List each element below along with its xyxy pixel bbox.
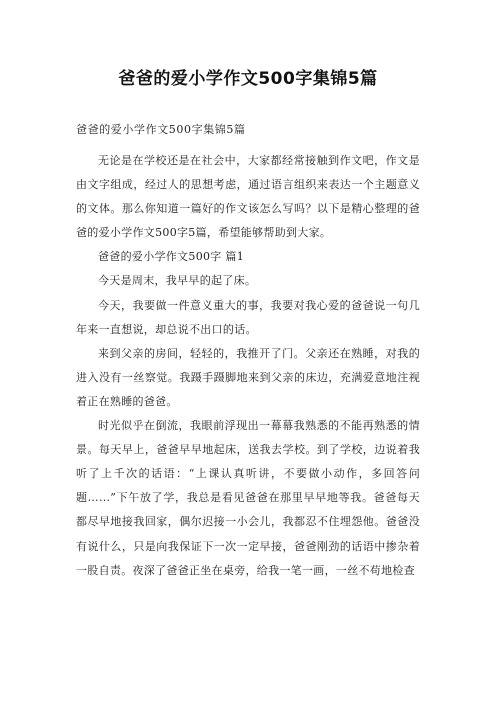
body-paragraph: 时光似乎在倒流，我眼前浮现出一幕幕我熟悉的不能再熟悉的情景。每天早上，爸爸早早地起床，送我去学校。到了学校，边说着我听了上千次的话语：“上课认真听讲，不要做小动作，多回答问题……”下午放了学，我总是看见爸爸在那里早早地等我。爸爸每天都尽早地接我回家，偶尔迟接一小会儿，我都忍不住埋怨他。爸爸没有说什么，只是向我保证下一次一定早接，爸爸刚劲的话语中掺杂着一股自责。夜深了爸爸正坐在桌旁，给我一笔一画，一丝不苟地检查 bbox=[76, 419, 420, 577]
intro-paragraph: 无论是在学校还是在社会中，大家都经常接触到作文吧，作文是由文字组成，经过人的思想考虑，通过语言组织来表达一个主题意义的文体。那么你知道一篇好的作文该怎么写吗？以下是精心整理的爸爸的爱小学作文500字5篇，希望能够帮助到大家。 bbox=[76, 154, 420, 240]
document-body bbox=[76, 149, 420, 583]
body-paragraph: 今天是周末，我早早的起了床。 bbox=[98, 274, 257, 288]
essay-heading: 爸爸的爱小学作文500字 篇1 bbox=[98, 250, 244, 264]
body-paragraph: 今天，我要做一件意义重大的事，我要对我心爱的爸爸说一句几年来一直想说，却总说不出口的话。 bbox=[76, 298, 420, 336]
document-title: 爸爸的爱小学作文500字集锦5篇 bbox=[118, 69, 378, 89]
document-subtitle: 爸爸的爱小学作文500字集锦5篇 bbox=[76, 123, 246, 136]
body-paragraph: 来到父亲的房间，轻轻的，我推开了门。父亲还在熟睡，对我的进入没有一丝察觉。我蹑手蹑脚地来到父亲的床边，充满爱意地注视着正在熟睡的爸爸。 bbox=[76, 346, 420, 408]
